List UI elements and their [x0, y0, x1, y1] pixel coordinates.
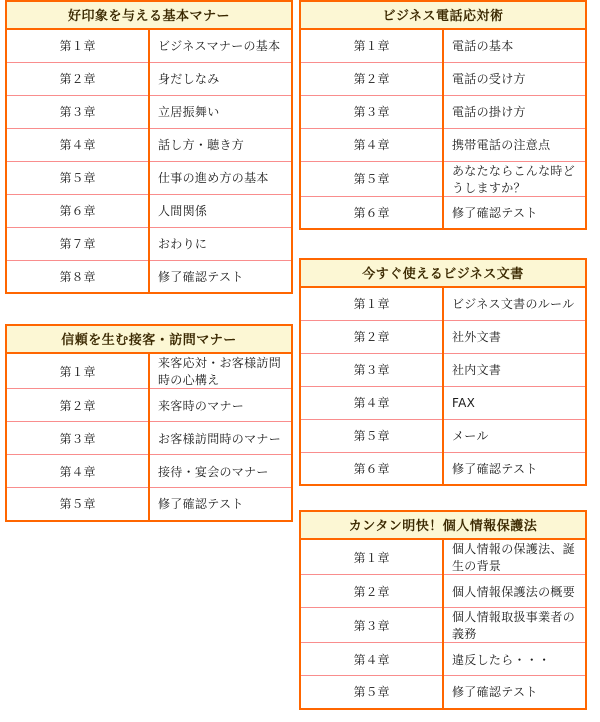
course-table-basic-manner: [5, 0, 293, 294]
chapter-topic: 話し方・聴き方: [149, 128, 292, 161]
chapter-label: 第４章: [6, 128, 149, 161]
chapter-label: 第１章: [300, 287, 443, 320]
chapter-topic: 個人情報取扱事業者の義務: [443, 608, 586, 643]
chapter-topic: おわりに: [149, 227, 292, 260]
chapter-label: 第４章: [300, 386, 443, 419]
chapter-topic: 個人情報の保護法、誕生の背景: [443, 539, 586, 575]
course-table-business-phone: [299, 0, 587, 230]
course-table-business-documents: [299, 258, 587, 486]
chapter-label: 第３章: [300, 608, 443, 643]
chapter-topic: 修了確認テスト: [149, 488, 292, 521]
course-title: 今すぐ使えるビジネス文書: [300, 259, 586, 287]
table-row[interactable]: [6, 488, 292, 521]
course-title: ビジネス電話応対術: [300, 1, 586, 29]
course-title-row: [6, 325, 292, 353]
chapter-topic: ビジネス文書のルール: [443, 287, 586, 320]
course-title: 信頼を生む接客・訪問マナー: [6, 325, 292, 353]
chapter-topic: 社外文書: [443, 320, 586, 353]
chapter-label: 第６章: [6, 194, 149, 227]
chapter-topic: 人間関係: [149, 194, 292, 227]
course-title-row: [300, 259, 586, 287]
right-column: [299, 0, 591, 710]
chapter-label: 第１章: [300, 29, 443, 62]
course-title: カンタン明快！個人情報保護法: [300, 511, 586, 539]
chapter-label: 第３章: [6, 95, 149, 128]
left-column: [5, 0, 297, 522]
chapter-label: 第６章: [300, 452, 443, 485]
table-row[interactable]: [300, 128, 586, 161]
course-table-privacy-law: [299, 510, 587, 710]
course-table-customer-visit-manner: [5, 324, 293, 522]
chapter-label: 第５章: [6, 161, 149, 194]
table-row[interactable]: [300, 287, 586, 320]
chapter-topic: 修了確認テスト: [443, 452, 586, 485]
table-row[interactable]: [6, 95, 292, 128]
chapter-topic: 携帯電話の注意点: [443, 128, 586, 161]
table-row[interactable]: [6, 227, 292, 260]
chapter-label: 第４章: [300, 128, 443, 161]
table-row[interactable]: [6, 260, 292, 293]
table-row[interactable]: [6, 128, 292, 161]
table-row[interactable]: [300, 419, 586, 452]
chapter-label: 第５章: [300, 419, 443, 452]
chapter-topic: 電話の掛け方: [443, 95, 586, 128]
table-row[interactable]: [300, 575, 586, 608]
table-row[interactable]: [300, 452, 586, 485]
table-row[interactable]: [300, 643, 586, 676]
chapter-label: 第７章: [6, 227, 149, 260]
chapter-label: 第２章: [300, 62, 443, 95]
chapter-topic: 修了確認テスト: [149, 260, 292, 293]
course-title-row: [300, 1, 586, 29]
chapter-topic: 電話の基本: [443, 29, 586, 62]
chapter-label: 第３章: [300, 353, 443, 386]
chapter-topic: 修了確認テスト: [443, 676, 586, 709]
table-row[interactable]: [300, 608, 586, 643]
table-row[interactable]: [6, 62, 292, 95]
chapter-topic: 身だしなみ: [149, 62, 292, 95]
table-row[interactable]: [6, 29, 292, 62]
table-row[interactable]: [300, 196, 586, 229]
table-row[interactable]: [6, 422, 292, 455]
chapter-label: 第２章: [6, 62, 149, 95]
table-gap: [299, 486, 591, 510]
table-row[interactable]: [300, 29, 586, 62]
chapter-topic: 違反したら・・・: [443, 643, 586, 676]
chapter-topic: 社内文書: [443, 353, 586, 386]
table-row[interactable]: [300, 539, 586, 575]
table-row[interactable]: [300, 95, 586, 128]
chapter-label: 第２章: [6, 389, 149, 422]
table-row[interactable]: [6, 455, 292, 488]
chapter-topic: 来客応対・お客様訪問時の心構え: [149, 353, 292, 389]
chapter-topic: あなたならこんな時どうしますか？: [443, 161, 586, 196]
table-row[interactable]: [300, 386, 586, 419]
chapter-label: 第５章: [6, 488, 149, 521]
chapter-topic: 接待・宴会のマナー: [149, 455, 292, 488]
table-row[interactable]: [300, 62, 586, 95]
chapter-topic: 仕事の進め方の基本: [149, 161, 292, 194]
chapter-label: 第３章: [6, 422, 149, 455]
chapter-label: 第３章: [300, 95, 443, 128]
chapter-label: 第５章: [300, 676, 443, 709]
table-gap: [5, 294, 297, 324]
chapter-label: 第４章: [300, 643, 443, 676]
table-row[interactable]: [300, 353, 586, 386]
chapter-topic: 修了確認テスト: [443, 196, 586, 229]
course-title-row: [6, 1, 292, 29]
chapter-topic: FAX: [443, 386, 586, 419]
chapter-label: 第１章: [300, 539, 443, 575]
chapter-topic: メール: [443, 419, 586, 452]
course-title: 好印象を与える基本マナー: [6, 1, 292, 29]
chapter-label: 第１章: [6, 29, 149, 62]
table-row[interactable]: [300, 676, 586, 709]
chapter-label: 第２章: [300, 320, 443, 353]
chapter-topic: 来客時のマナー: [149, 389, 292, 422]
table-row[interactable]: [6, 389, 292, 422]
chapter-label: 第６章: [300, 196, 443, 229]
chapter-topic: 電話の受け方: [443, 62, 586, 95]
table-row[interactable]: [6, 353, 292, 389]
chapter-topic: 立居振舞い: [149, 95, 292, 128]
chapter-label: 第５章: [300, 161, 443, 196]
table-row[interactable]: [6, 161, 292, 194]
table-row[interactable]: [300, 320, 586, 353]
chapter-label: 第２章: [300, 575, 443, 608]
chapter-topic: 個人情報保護法の概要: [443, 575, 586, 608]
chapter-topic: お客様訪問時のマナー: [149, 422, 292, 455]
table-row[interactable]: [6, 194, 292, 227]
chapter-label: 第４章: [6, 455, 149, 488]
table-row[interactable]: [300, 161, 586, 196]
chapter-label: 第１章: [6, 353, 149, 389]
table-gap: [299, 230, 591, 258]
course-title-row: [300, 511, 586, 539]
chapter-topic: ビジネスマナーの基本: [149, 29, 292, 62]
chapter-label: 第８章: [6, 260, 149, 293]
